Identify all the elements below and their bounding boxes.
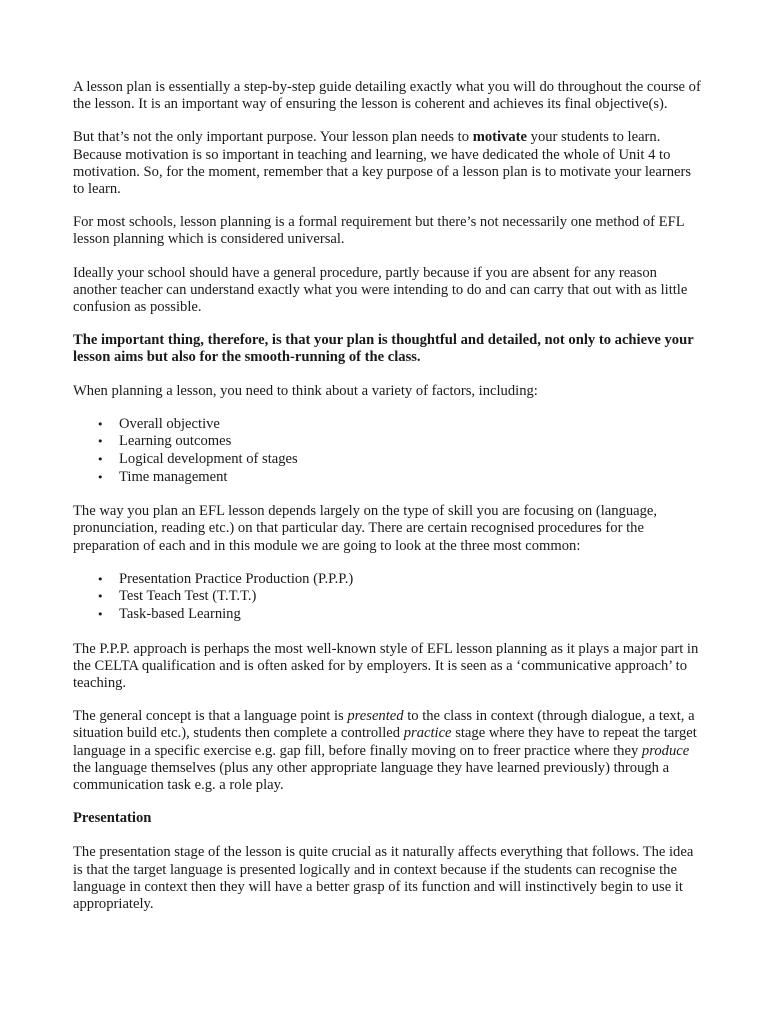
list-item-text: Test Teach Test (T.T.T.) (119, 588, 257, 605)
concept-text-d: the language themselves (plus any other appropriate language they have learned previously) through a communication task e.g. a role play. (73, 759, 670, 794)
concept-text-c: stage where they have to repeat the target language in a specific exercise e.g. gap fill, before finally moving on to freer practice where they (73, 725, 697, 759)
document-page (73, 79, 703, 929)
concept-text-a: The general concept is that a language point is (73, 708, 348, 725)
list-item (73, 588, 703, 606)
bullet-icon: • (97, 572, 104, 586)
bullet-icon: • (97, 435, 104, 449)
bullet-icon: • (97, 590, 104, 604)
list-item-text: Presentation Practice Production (P.P.P.) (119, 570, 354, 587)
paragraph-motivation-text-b: your students to learn. Because motivation is so important in teaching and learning, we have dedicated the whole of Unit 4 to motivation. So, for the moment, remember that a key purpose of a lesson plan is to motivate your learners to learn. (73, 129, 692, 198)
bullet-icon: • (97, 417, 104, 431)
bullet-icon: • (97, 470, 104, 484)
emphasis-motivate: motivate (472, 129, 527, 146)
paragraph-factors-intro: When planning a lesson, you need to think about a variety of factors, including: (73, 382, 538, 399)
list-item-text: Logical development of stages (119, 451, 298, 468)
paragraph-important-thing (73, 332, 703, 366)
list-item (73, 571, 703, 589)
list-item (73, 433, 703, 451)
paragraph-motivation-text-a: But that’s not the only important purpose. Your lesson plan needs to (73, 129, 473, 146)
paragraph-presentation-stage: The presentation stage of the lesson is quite crucial as it naturally affects everything that follows. The idea is that the target language is presented logically and in context because if the students can recognise the language in context then they will have a better grasp of its function and will instinctively begin to use it appropriately. (73, 844, 694, 913)
emphasis-presented: presented (347, 708, 404, 725)
heading-presentation: Presentation (73, 810, 152, 827)
list-item (73, 469, 703, 487)
emphasis-practice: practice (403, 725, 452, 742)
methods-list (73, 571, 703, 624)
paragraph-general-procedure: Ideally your school should have a general procedure, partly because if you are absent for any reason another teacher can understand exactly what you were intending to do and can carry that out with as little confusion as possible. (73, 264, 688, 316)
list-item-text: Learning outcomes (119, 433, 232, 450)
bullet-icon: • (97, 608, 104, 622)
list-item-text: Time management (119, 468, 228, 485)
list-item-text: Overall objective (119, 415, 220, 432)
bold-statement: The important thing, therefore, is that your plan is thoughtful and detailed, not only to achieve your lesson aims but also for the smooth-running of the class. (73, 332, 694, 366)
emphasis-produce: produce (641, 742, 690, 759)
bullet-icon: • (97, 453, 104, 467)
paragraph-skill-focus: The way you plan an EFL lesson depends largely on the type of skill you are focusing on (language, pronunciation, reading etc.) on that particular day. There are certain recognised procedures for the preparation of each and in this module we are going to look at the three most common: (73, 503, 658, 554)
list-item (73, 606, 703, 624)
paragraph-motivation (73, 129, 703, 198)
list-item-text: Task-based Learning (119, 606, 241, 623)
paragraph-general-concept (73, 708, 703, 794)
paragraph-ppp-approach: The P.P.P. approach is perhaps the most well-known style of EFL lesson planning as it plays a major part in the CELTA qualification and is often asked for by employers. It is seen as a ‘communicative approach’ to teaching. (73, 640, 699, 692)
paragraph-formal-requirement: For most schools, lesson planning is a formal requirement but there’s not necessarily one method of EFL lesson planning which is considered universal. (73, 214, 685, 248)
paragraph-intro: A lesson plan is essentially a step-by-step guide detailing exactly what you will do throughout the course of the lesson. It is an important way of ensuring the lesson is coherent and achieves its final objective(s). (73, 79, 701, 113)
factors-list (73, 416, 703, 486)
concept-text-b: to the class in context (through dialogue, a text, a situation build etc.), students then complete a controlled (73, 708, 695, 742)
list-item (73, 451, 703, 469)
list-item (73, 416, 703, 434)
